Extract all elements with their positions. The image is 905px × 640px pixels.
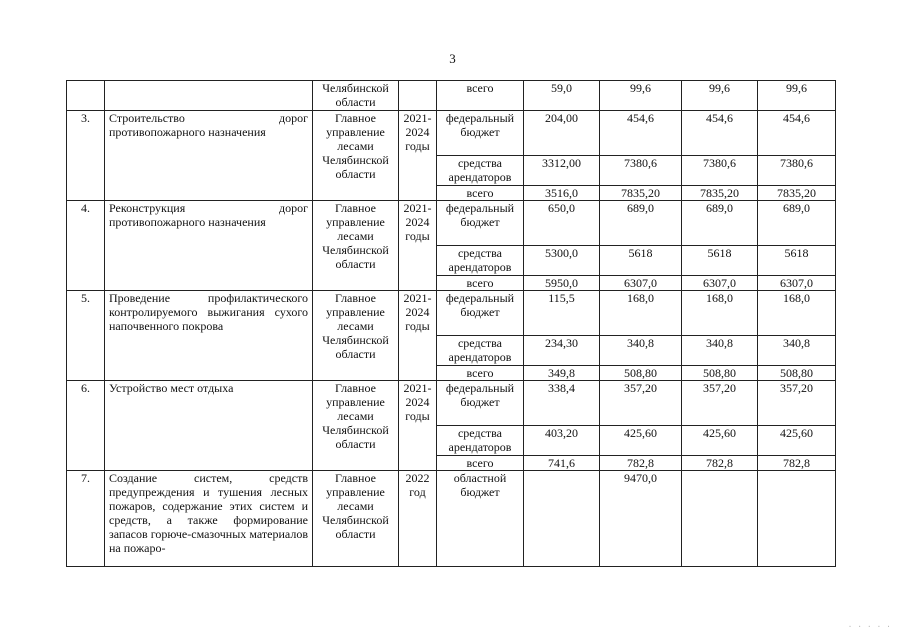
cell-value bbox=[524, 471, 600, 567]
cell-source: средства арендаторов bbox=[437, 246, 524, 276]
cell-value: 425,60 bbox=[758, 426, 836, 456]
cell-value: 340,8 bbox=[600, 336, 682, 366]
cell-value: 7835,20 bbox=[758, 186, 836, 201]
cell-value bbox=[682, 471, 758, 567]
cell-years bbox=[399, 81, 437, 111]
cell-value: 7835,20 bbox=[682, 186, 758, 201]
cell-value: 168,0 bbox=[758, 291, 836, 336]
table-row-carryover bbox=[67, 81, 836, 111]
table-body bbox=[67, 81, 836, 567]
cell-value: 168,0 bbox=[600, 291, 682, 336]
cell-value: 6307,0 bbox=[758, 276, 836, 291]
cell-source: всего bbox=[437, 366, 524, 381]
table-row bbox=[67, 291, 836, 336]
cell-value: 340,8 bbox=[758, 336, 836, 366]
cell-years: 2021- 2024 годы bbox=[399, 111, 437, 201]
cell-value: 59,0 bbox=[524, 81, 600, 111]
cell-value: 508,80 bbox=[758, 366, 836, 381]
cell-value: 3516,0 bbox=[524, 186, 600, 201]
table-row bbox=[67, 201, 836, 246]
cell-value: 115,5 bbox=[524, 291, 600, 336]
cell-value: 454,6 bbox=[758, 111, 836, 156]
cell-name bbox=[105, 81, 313, 111]
cell-years: 2021- 2024 годы bbox=[399, 201, 437, 291]
cell-name: Устройство мест отдыха bbox=[105, 381, 313, 471]
cell-value: 782,8 bbox=[758, 456, 836, 471]
program-activities-table bbox=[66, 80, 836, 567]
cell-source: всего bbox=[437, 186, 524, 201]
cell-years: 2021- 2024 годы bbox=[399, 291, 437, 381]
cell-value: 7380,6 bbox=[682, 156, 758, 186]
cell-executor: Челябинской области bbox=[313, 81, 399, 111]
cell-value: 5618 bbox=[682, 246, 758, 276]
cell-value: 5950,0 bbox=[524, 276, 600, 291]
cell-value: 508,80 bbox=[682, 366, 758, 381]
table-row bbox=[67, 111, 836, 156]
cell-source: областной бюджет bbox=[437, 471, 524, 567]
cell-years: 2022 год bbox=[399, 471, 437, 567]
cell-value: 357,20 bbox=[682, 381, 758, 426]
cell-name: Проведение профилактического контролируемого выжигания сухого напочвенного покрова bbox=[105, 291, 313, 381]
cell-executor: Главное управление лесами Челябинской области bbox=[313, 201, 399, 291]
table-row bbox=[67, 471, 836, 567]
cell-value: 689,0 bbox=[682, 201, 758, 246]
cell-value: 99,6 bbox=[600, 81, 682, 111]
cell-num: 7. bbox=[67, 471, 105, 567]
cell-source: федеральный бюджет bbox=[437, 291, 524, 336]
cell-num bbox=[67, 81, 105, 111]
cell-value: 689,0 bbox=[600, 201, 682, 246]
cell-value bbox=[758, 471, 836, 567]
cell-value: 99,6 bbox=[682, 81, 758, 111]
cell-value: 7835,20 bbox=[600, 186, 682, 201]
cell-source: всего bbox=[437, 81, 524, 111]
cell-value: 340,8 bbox=[682, 336, 758, 366]
cell-source: всего bbox=[437, 276, 524, 291]
cell-num: 3. bbox=[67, 111, 105, 201]
cell-value: 6307,0 bbox=[682, 276, 758, 291]
cell-value: 650,0 bbox=[524, 201, 600, 246]
cell-value: 338,4 bbox=[524, 381, 600, 426]
cell-value: 357,20 bbox=[600, 381, 682, 426]
cell-num: 4. bbox=[67, 201, 105, 291]
scan-mark: · · · · · bbox=[847, 622, 891, 631]
cell-executor: Главное управление лесами Челябинской области bbox=[313, 381, 399, 471]
cell-value: 403,20 bbox=[524, 426, 600, 456]
cell-value: 5618 bbox=[600, 246, 682, 276]
cell-value: 782,8 bbox=[600, 456, 682, 471]
cell-source: федеральный бюджет bbox=[437, 201, 524, 246]
cell-value: 7380,6 bbox=[758, 156, 836, 186]
cell-years: 2021- 2024 годы bbox=[399, 381, 437, 471]
page-number: 3 bbox=[449, 51, 456, 66]
cell-num: 6. bbox=[67, 381, 105, 471]
cell-source: федеральный бюджет bbox=[437, 111, 524, 156]
cell-value: 357,20 bbox=[758, 381, 836, 426]
cell-value: 5300,0 bbox=[524, 246, 600, 276]
cell-source: федеральный бюджет bbox=[437, 381, 524, 426]
cell-value: 9470,0 bbox=[600, 471, 682, 567]
cell-value: 454,6 bbox=[600, 111, 682, 156]
cell-value: 508,80 bbox=[600, 366, 682, 381]
cell-value: 741,6 bbox=[524, 456, 600, 471]
cell-value: 454,6 bbox=[682, 111, 758, 156]
cell-source: средства арендаторов bbox=[437, 156, 524, 186]
cell-value: 7380,6 bbox=[600, 156, 682, 186]
cell-source: средства арендаторов bbox=[437, 336, 524, 366]
cell-value: 204,00 bbox=[524, 111, 600, 156]
cell-value: 349,8 bbox=[524, 366, 600, 381]
cell-value: 168,0 bbox=[682, 291, 758, 336]
cell-executor: Главное управление лесами Челябинской области bbox=[313, 291, 399, 381]
cell-value: 99,6 bbox=[758, 81, 836, 111]
cell-executor: Главное управление лесами Челябинской области bbox=[313, 111, 399, 201]
cell-name: Реконструкция дорог противопожарного назначения bbox=[105, 201, 313, 291]
cell-value: 425,60 bbox=[682, 426, 758, 456]
cell-source: средства арендаторов bbox=[437, 426, 524, 456]
cell-value: 6307,0 bbox=[600, 276, 682, 291]
cell-value: 5618 bbox=[758, 246, 836, 276]
cell-num: 5. bbox=[67, 291, 105, 381]
cell-value: 234,30 bbox=[524, 336, 600, 366]
cell-source: всего bbox=[437, 456, 524, 471]
cell-value: 3312,00 bbox=[524, 156, 600, 186]
cell-executor: Главное управление лесами Челябинской области bbox=[313, 471, 399, 567]
cell-name: Создание систем, средств предупреждения и тушения лесных пожаров, содержание этих систем и средств, а также формирование запасов горюче-смазочных материалов на пожаро- bbox=[105, 471, 313, 567]
cell-value: 689,0 bbox=[758, 201, 836, 246]
cell-name: Строительство дорог противопожарного назначения bbox=[105, 111, 313, 201]
cell-value: 782,8 bbox=[682, 456, 758, 471]
cell-value: 425,60 bbox=[600, 426, 682, 456]
table-row bbox=[67, 381, 836, 426]
